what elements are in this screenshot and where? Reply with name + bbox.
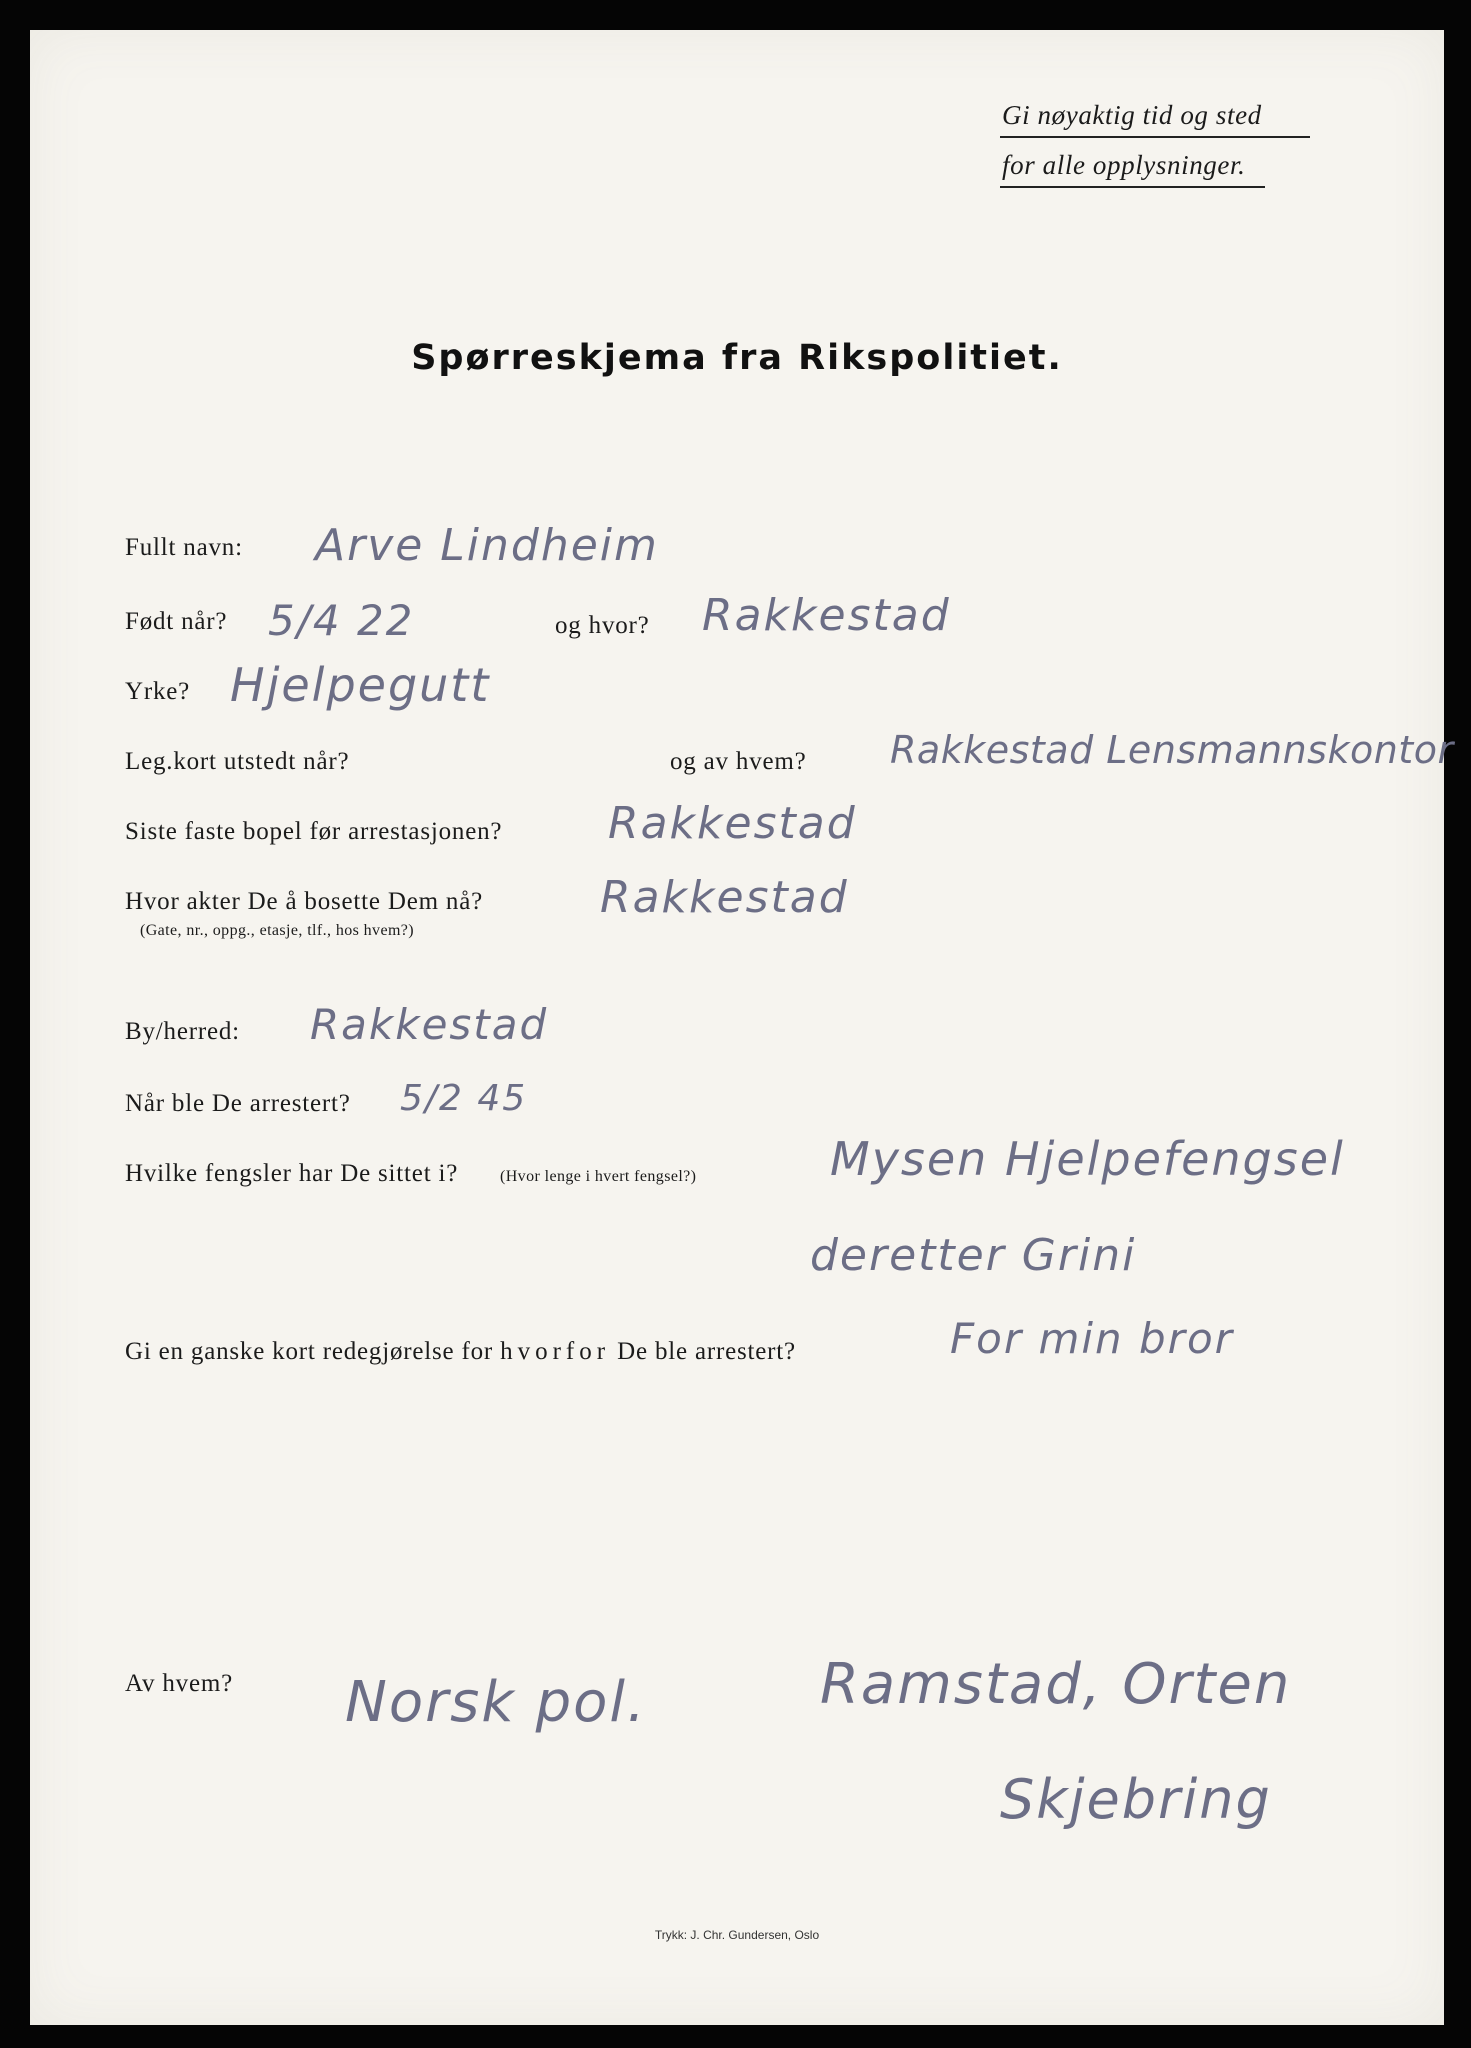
- instruction-rule-2: [1000, 186, 1265, 188]
- reason-label-emph: hvorfor: [500, 1338, 611, 1365]
- municipality-label: By/herred:: [125, 1018, 240, 1045]
- reason-label-prefix: Gi en ganske kort redegjørelse for: [125, 1338, 494, 1365]
- occupation-value: Hjelpegutt: [230, 658, 491, 712]
- settle-value: Rakkestad: [600, 872, 849, 923]
- instruction-line-1: Gi nøyaktig tid og sted: [1002, 100, 1262, 130]
- prisons-label: Hvilke fengsler har De sittet i?: [125, 1160, 459, 1187]
- instruction-rule-1: [1000, 136, 1310, 138]
- reason-label: [125, 1338, 796, 1366]
- born-where-value: Rakkestad: [702, 590, 951, 641]
- born-where-label: og hvor?: [555, 612, 650, 639]
- instruction-line-2: for alle opplysninger.: [1002, 150, 1246, 180]
- page-title: Spørreskjema fra Rikspolitiet.: [411, 338, 1063, 378]
- born-when-label: Født når?: [125, 608, 228, 635]
- occupation-label: Yrke?: [125, 678, 191, 705]
- prisons-sublabel: (Hvor lenge i hvert fengsel?): [500, 1168, 697, 1185]
- by-whom-value-2: Ramstad, Orten: [820, 1652, 1292, 1717]
- reason-value: For min bror: [950, 1314, 1234, 1363]
- printer-imprint: Trykk: J. Chr. Gundersen, Oslo: [654, 1928, 820, 1942]
- full-name-label: Fullt navn:: [125, 534, 243, 561]
- reason-label-suffix: De ble arrestert?: [617, 1338, 796, 1365]
- by-whom-label: Av hvem?: [125, 1670, 233, 1697]
- settle-label: Hvor akter De å bosette Dem nå?: [125, 888, 483, 915]
- arrested-when-value: 5/2 45: [400, 1078, 528, 1119]
- id-card-issued-by-label: og av hvem?: [670, 748, 807, 775]
- born-when-value: 5/4 22: [268, 596, 415, 645]
- by-whom-value-3: Skjebring: [1000, 1768, 1272, 1831]
- form-page: [30, 30, 1454, 2025]
- prisons-value-line-2: deretter Grini: [810, 1230, 1137, 1281]
- id-card-issued-label: Leg.kort utstedt når?: [125, 748, 350, 775]
- by-whom-value-1: Norsk pol.: [345, 1670, 647, 1735]
- last-residence-label: Siste faste bopel før arrestasjonen?: [125, 818, 503, 845]
- last-residence-value: Rakkestad: [608, 798, 857, 849]
- full-name-value: Arve Lindheim: [315, 520, 659, 571]
- settle-sublabel: (Gate, nr., oppg., etasje, tlf., hos hvem?): [140, 922, 415, 939]
- arrested-when-label: Når ble De arrestert?: [125, 1090, 351, 1117]
- id-card-issued-by-value: Rakkestad Lensmannskontor: [890, 728, 1454, 772]
- municipality-value: Rakkestad: [310, 1000, 549, 1049]
- prisons-value-line-1: Mysen Hjelpefengsel: [830, 1132, 1345, 1186]
